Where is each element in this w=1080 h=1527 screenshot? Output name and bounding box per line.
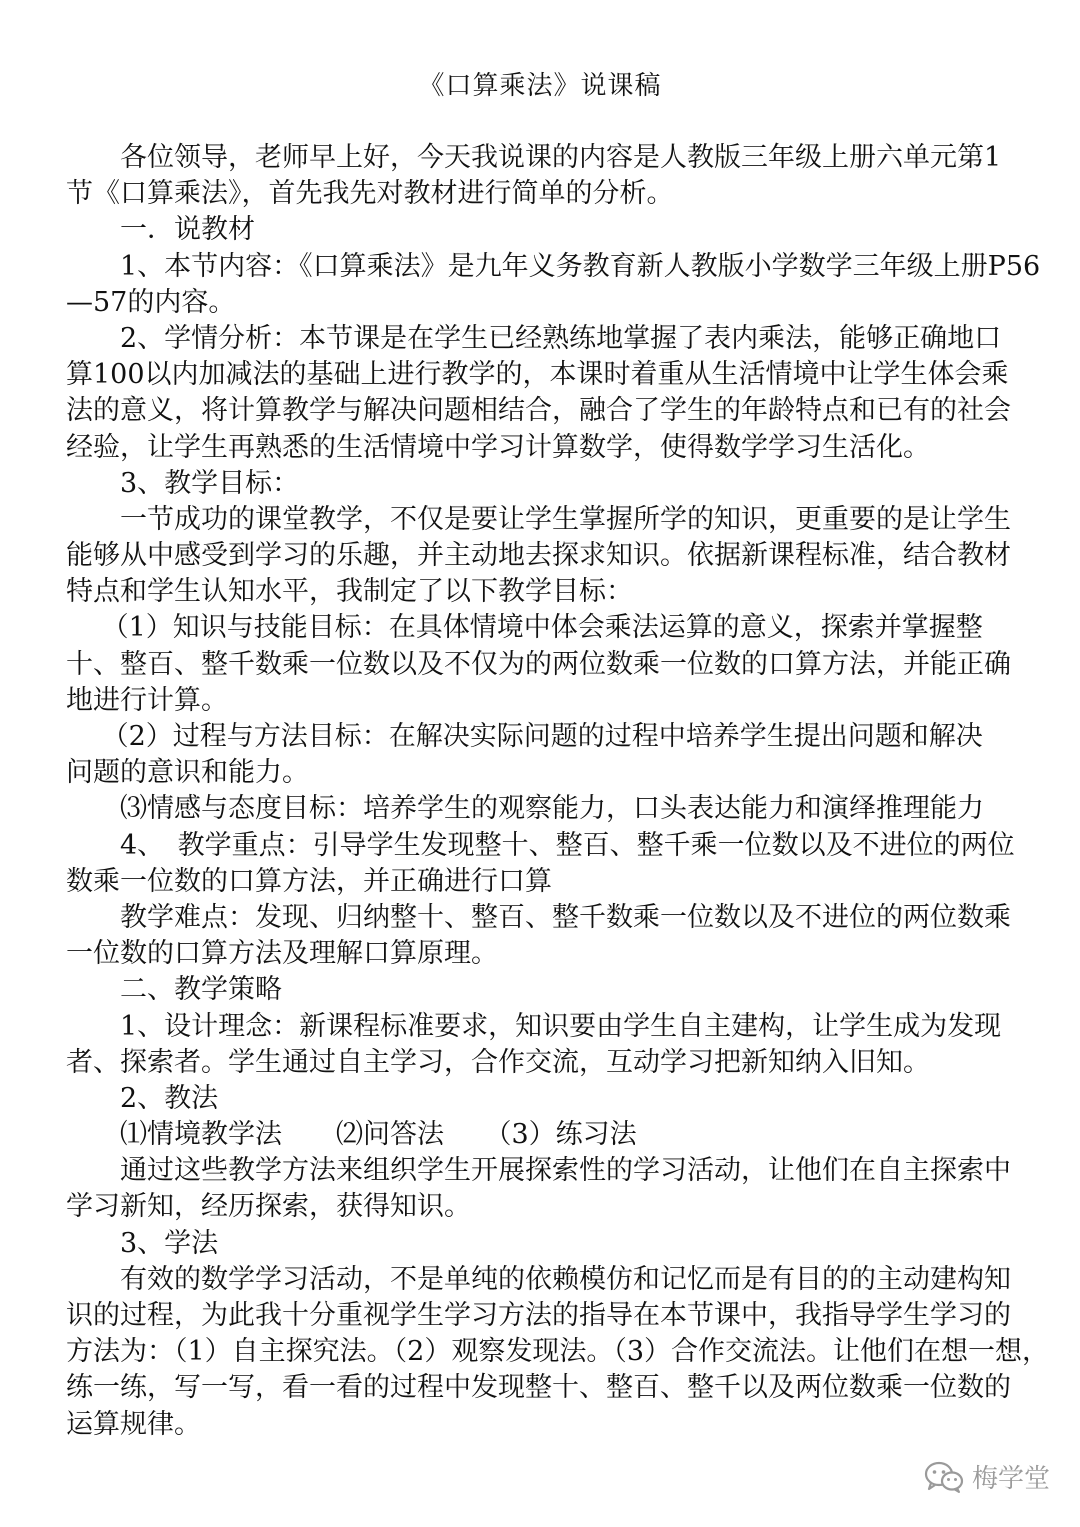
text-line: 十、整百、整千数乘一位数以及不仅为的两位数乘一位数的口算方法，并能正确: [66, 648, 1011, 680]
text-line: 运算规律。: [66, 1408, 201, 1440]
text-line: 1、设计理念：新课程标准要求，知识要由学生自主建构，让学生成为发现: [66, 1010, 1002, 1042]
text-line: 一节成功的课堂教学，不仅是要让学生掌握所学的知识，更重要的是让学生: [66, 503, 1011, 535]
text-line: 3、学法: [66, 1227, 219, 1259]
text-line: 各位领导，老师早上好，今天我说课的内容是人教版三年级上册六单元第1: [66, 142, 1002, 173]
text-line: 能够从中感受到学习的乐趣，并主动地去探求知识。依据新课程标准，结合教材: [66, 540, 1011, 572]
text-line: 学习新知，经历探索，获得知识。: [66, 1191, 471, 1223]
text-line: 3、教学目标：: [66, 467, 300, 499]
text-line: 教学难点：发现、归纳整十、整百、整千数乘一位数以及不进位的两位数乘: [66, 901, 1011, 933]
text-line: 算100以内加减法的基础上进行教学的，本课时着重从生活情境中让学生体会乘: [66, 359, 1009, 391]
text-line: 一位数的口算方法及理解口算原理。: [66, 938, 498, 970]
watermark: [924, 1458, 1050, 1495]
text-line: （2）过程与方法目标：在解决实际问题的过程中培养学生提出问题和解决: [66, 721, 983, 752]
wechat-icon: [924, 1460, 964, 1494]
text-line: （1）知识与技能目标：在具体情境中体会乘法运算的意义，探索并掌握整: [66, 612, 983, 644]
text-line: 通过这些教学方法来组织学生开展探索性的学习活动，让他们在自主探索中: [66, 1155, 1011, 1187]
text-line: 1、本节内容：《口算乘法》是九年义务教育新人教版小学数学三年级上册P56: [66, 250, 1041, 282]
text-line: 有效的数学学习活动，不是单纯的依赖模仿和记忆而是有目的的主动建构知: [66, 1263, 1011, 1295]
text-line: 地进行计算。: [66, 684, 228, 716]
text-line: ⑴情境教学法 ⑵问答法 （3）练习法: [66, 1119, 637, 1151]
text-line: 识的过程，为此我十分重视学生学习方法的指导在本节课中，我指导学生学习的: [66, 1300, 1011, 1331]
text-line: 节《口算乘法》，首先我先对教材进行简单的分析。: [66, 178, 674, 210]
text-line: 特点和学生认知水平，我制定了以下教学目标：: [66, 576, 633, 608]
text-line: 一．说教材: [66, 214, 255, 246]
text-line: 法的意义，将计算教学与解决问题相结合，融合了学生的年龄特点和已有的社会: [66, 395, 1011, 427]
text-line: 练一练，写一写，看一看的过程中发现整十、整百、整千以及两位数乘一位数的: [66, 1372, 1011, 1404]
text-line: 4、 教学重点：引导学生发现整十、整百、整千乘一位数以及不进位的两位: [66, 829, 1015, 861]
text-line: 者、探索者。学生通过自主学习，合作交流，互动学习把新知纳入旧知。: [66, 1046, 930, 1078]
text-line: 经验，让学生再熟悉的生活情境中学习计算数学，使得数学学习生活化。: [66, 431, 930, 463]
text-line: —57的内容。: [66, 286, 236, 318]
text-line: 方法为：（1）自主探究法。（2）观察发现法。（3）合作交流法。让他们在想一想，: [66, 1336, 1050, 1368]
text-line: 二、教学策略: [66, 974, 282, 1006]
document-body: [66, 140, 1050, 1443]
text-line: 问题的意识和能力。: [66, 757, 309, 789]
watermark-text: 梅学堂: [971, 1464, 1050, 1494]
text-line: 数乘一位数的口算方法，并正确进行口算: [66, 865, 552, 897]
document-title: 《口算乘法》说课稿: [418, 71, 662, 101]
text-line: ⑶情感与态度目标：培养学生的观察能力，口头表达能力和演绎推理能力: [66, 793, 984, 825]
text-line: 2、教法: [66, 1082, 219, 1114]
text-line: 2、学情分析：本节课是在学生已经熟练地掌握了表内乘法，能够正确地口: [66, 322, 1002, 354]
